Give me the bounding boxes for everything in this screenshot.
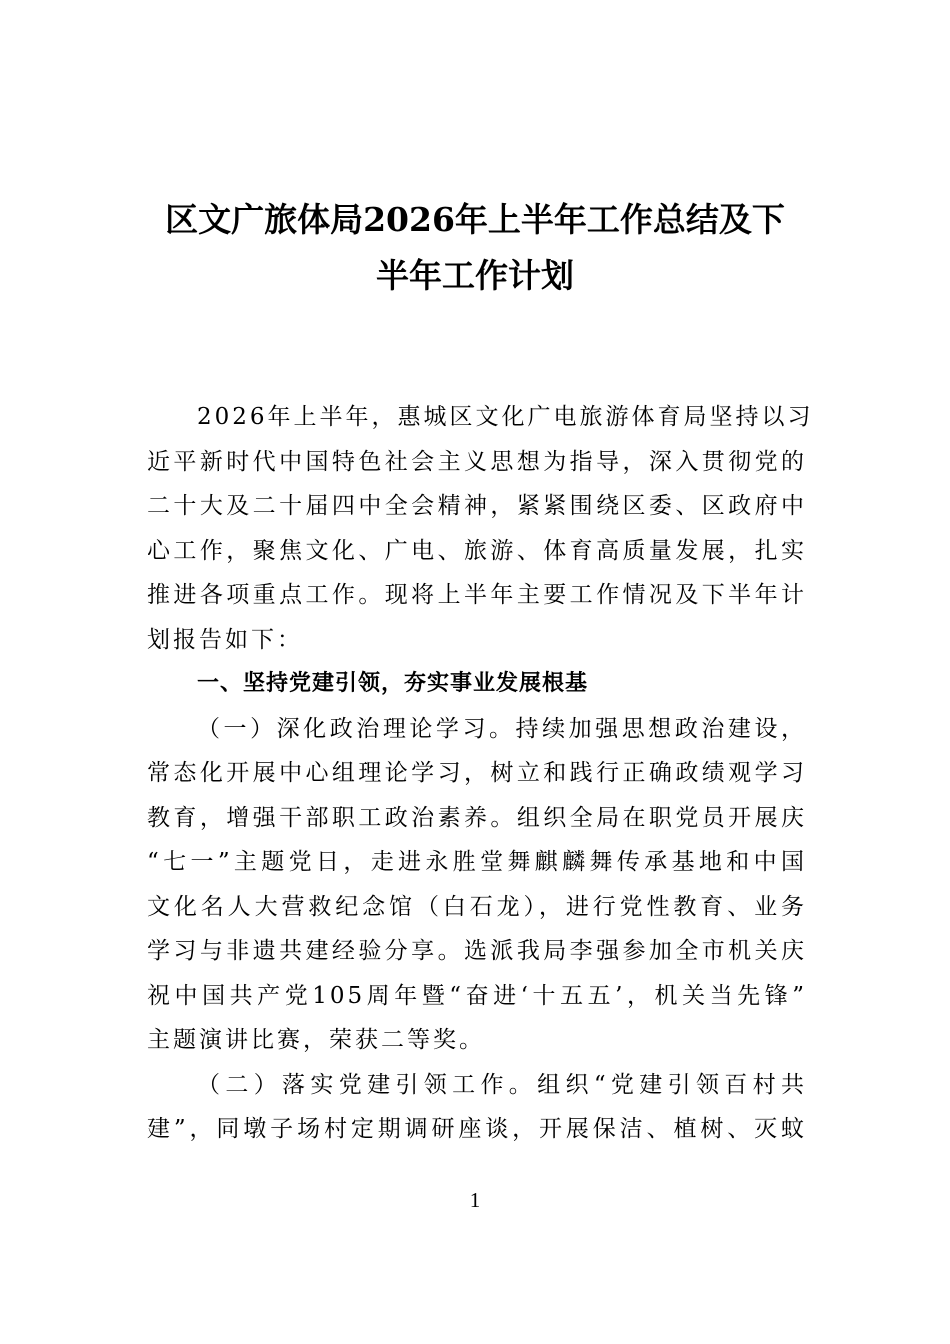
intro-line: 心工作，聚焦文化、广电、旅游、体育高质量发展，扎实 (147, 537, 807, 564)
subsection-1-line: 教育，增强干部职工政治素养。组织全局在职党员开展庆 (147, 804, 807, 831)
subsection-2-line: 建”，同墩子场村定期调研座谈，开展保洁、植树、灭蚊 (147, 1116, 807, 1142)
subsection-2-line: （二）落实党建引领工作。组织“党建引领百村共 (197, 1071, 807, 1098)
document-body (147, 395, 814, 1152)
intro-line: 2026年上半年，惠城区文化广电旅游体育局坚持以习 (197, 404, 814, 430)
subsection-1-paragraph (147, 707, 807, 1063)
intro-line: 推进各项重点工作。现将上半年主要工作情况及下半年计 (147, 582, 807, 608)
intro-paragraph (147, 395, 814, 662)
subsection-1-line: 文化名人大营救纪念馆（白石龙），进行党性教育、业务 (147, 893, 807, 920)
subsection-1-line: 祝中国共产党105周年暨“奋进‘十五五’，机关当先锋” (147, 982, 807, 1009)
subsection-1-line: （一）深化政治理论学习。持续加强思想政治建设， (197, 715, 807, 742)
subsection-1-line: “七一”主题党日，走进永胜堂舞麒麟舞传承基地和中国 (147, 849, 807, 875)
section-heading-1: 一、坚持党建引领，夯实事业发展根基 (197, 671, 589, 696)
subsection-1-line: 主题演讲比赛，荣获二等奖。 (147, 1027, 485, 1053)
subsection-1-line: 常态化开展中心组理论学习，树立和践行正确政绩观学习 (147, 760, 807, 786)
document-title (140, 192, 810, 304)
title-line-2: 半年工作计划 (376, 256, 574, 295)
title-line-1: 区文广旅体局2026年上半年工作总结及下 (165, 200, 785, 239)
intro-line: 划报告如下： (147, 626, 303, 653)
page-number: 1 (469, 1188, 481, 1212)
intro-line: 二十大及二十届四中全会精神，紧紧围绕区委、区政府中 (147, 493, 807, 519)
intro-line: 近平新时代中国特色社会主义思想为指导，深入贯彻党的 (147, 448, 807, 475)
subsection-1-line: 学习与非遗共建经验分享。选派我局李强参加全市机关庆 (147, 938, 807, 964)
subsection-2-paragraph (147, 1063, 807, 1152)
